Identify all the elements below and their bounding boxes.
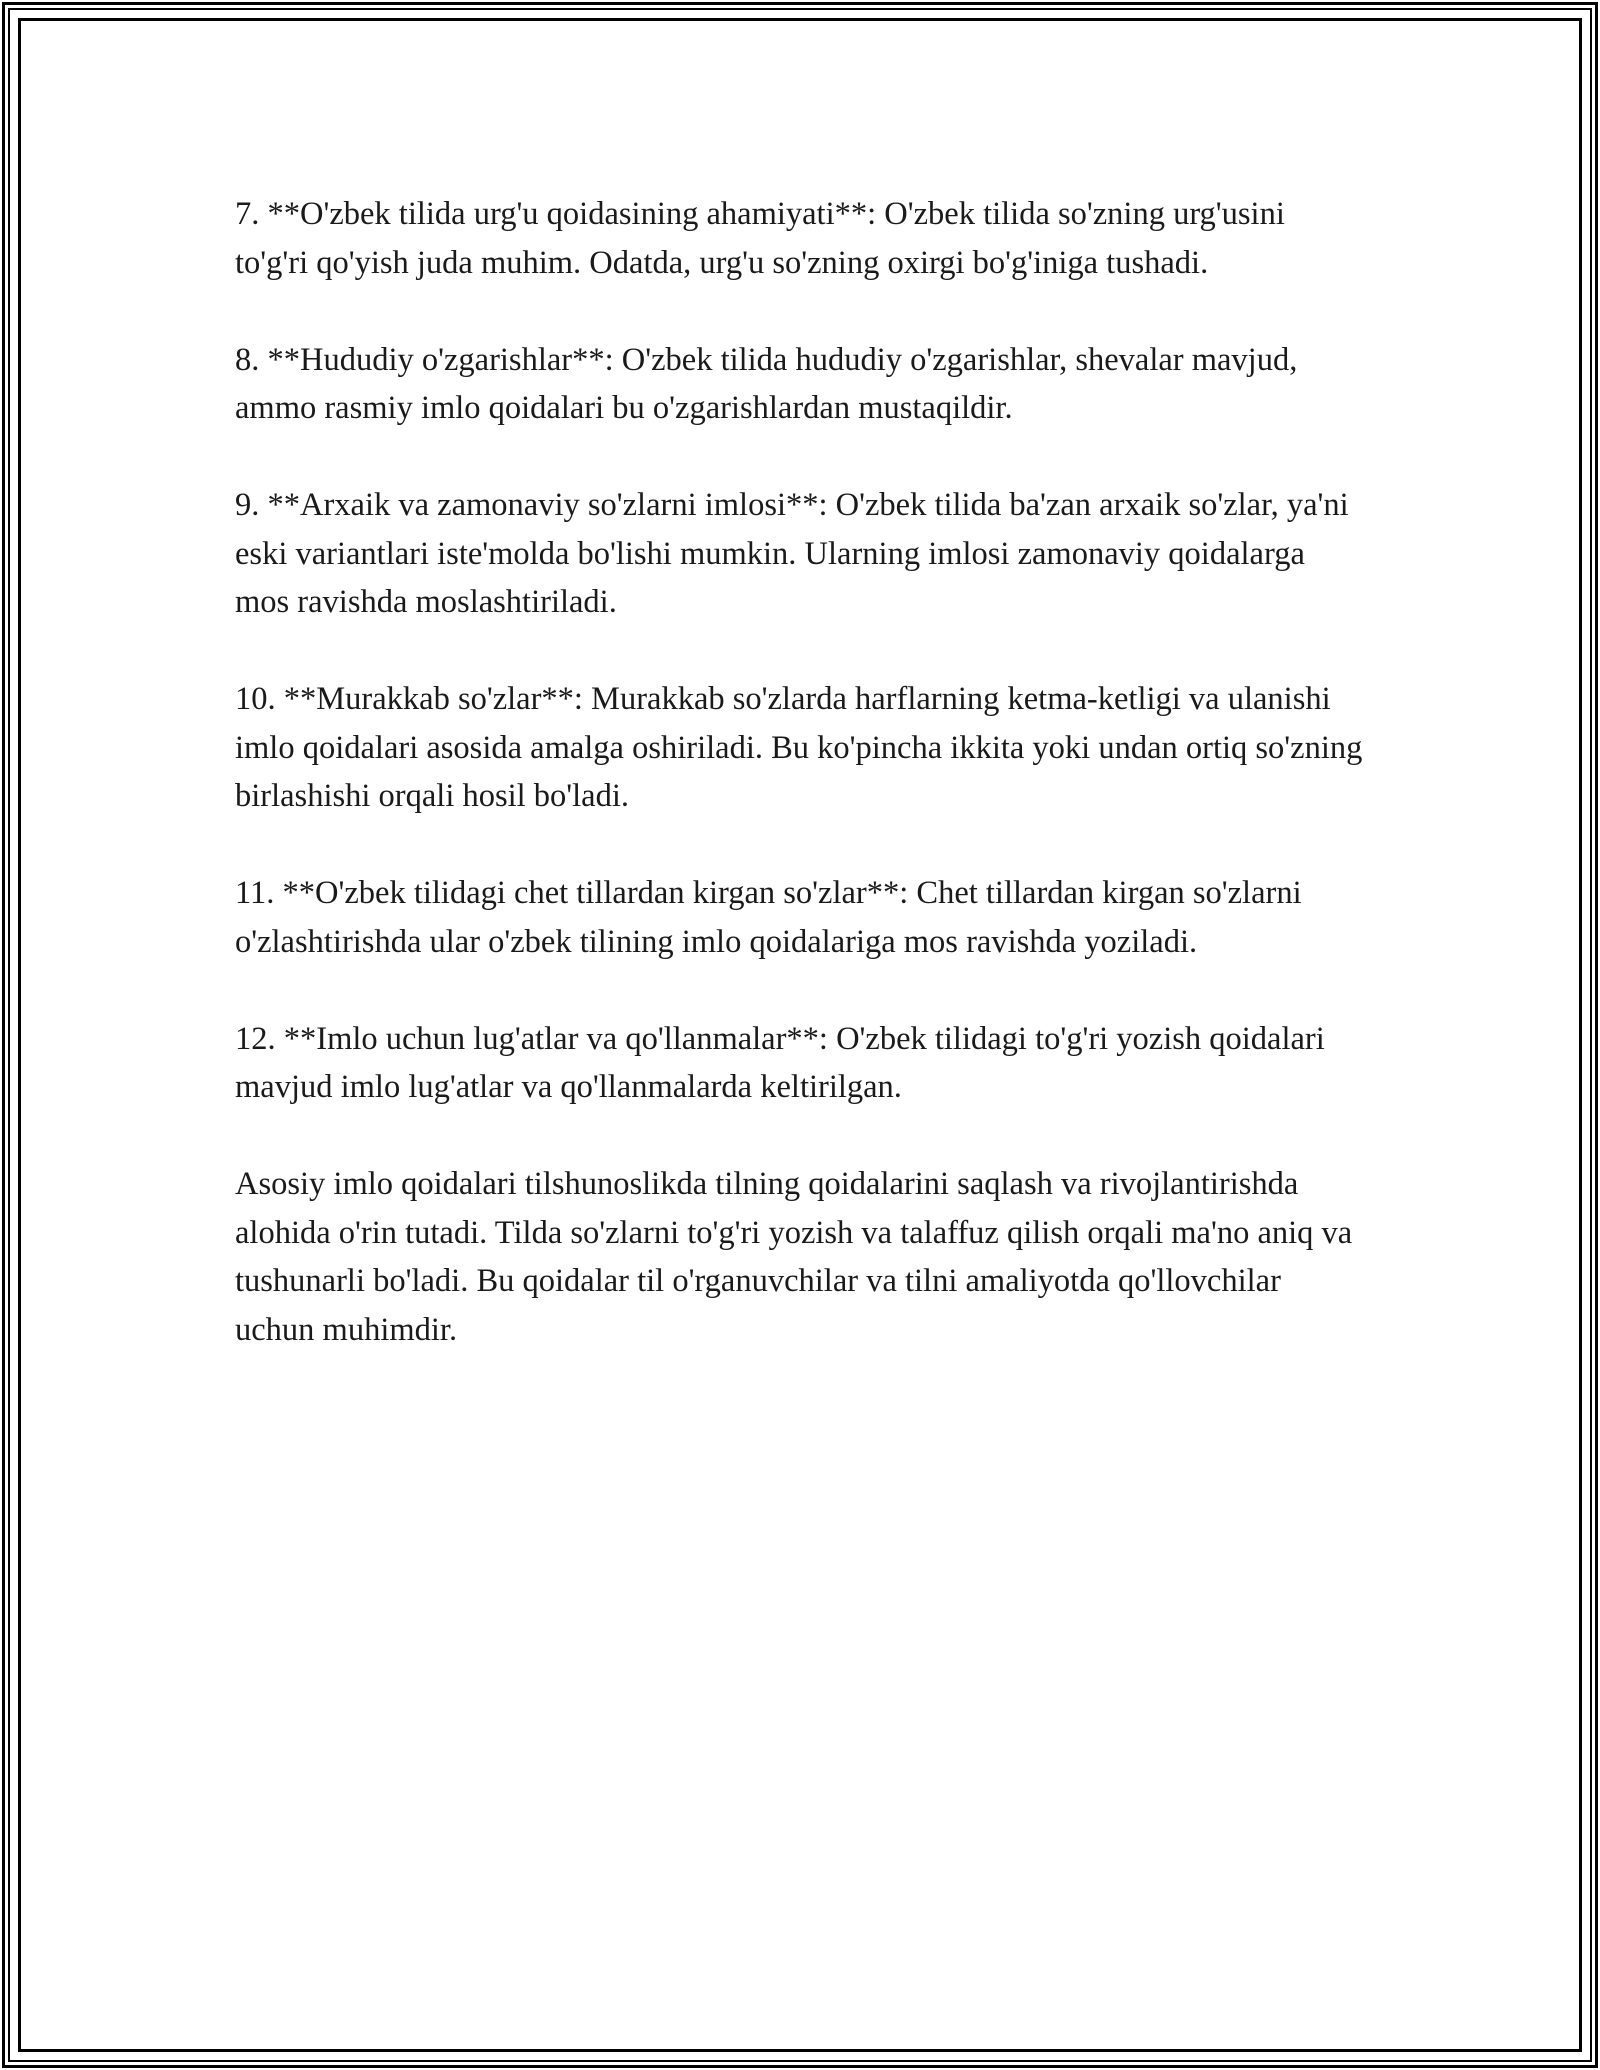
conclusion-paragraph: Asosiy imlo qoidalari tilshunoslikda tilning qoidalarini saqlash va rivojlantirishda alohida o'rin tutadi. Tilda so'zlarni to'g'ri yozish va talaffuz qilish orqali ma'no aniq va tushunarli bo'ladi. Bu qoidalar til o'rganuvchilar va tilni amaliyotda qo'llovchilar uchun muhimdir.: [235, 1166, 1353, 1348]
document-body: [235, 190, 1365, 1403]
paragraph-item-9: 9. **Arxaik va zamonaviy so'zlarni imlosi**: O'zbek tilida ba'zan arxaik so'zlar, ya'ni eski variantlari iste'molda bo'lishi mumkin. Ularning imlosi zamonaviy qoidalarga mos ravishda moslashtiriladi.: [235, 487, 1349, 620]
paragraph-item-7: 7. **O'zbek tilida urg'u qoidasining ahamiyati**: O'zbek tilida so'zning urg'usini to'g'ri qo'yish juda muhim. Odatda, urg'u so'zning oxirgi bo'g'iniga tushadi.: [235, 196, 1285, 281]
paragraph-item-10: 10. **Murakkab so'zlar**: Murakkab so'zlarda harflarning ketma-ketligi va ulanishi imlo qoidalari asosida amalga oshiriladi. Bu ko'pincha ikkita yoki undan ortiq so'zning birlashishi orqali hosil bo'ladi.: [235, 681, 1363, 814]
paragraph-item-8: 8. **Hududiy o'zgarishlar**: O'zbek tilida hududiy o'zgarishlar, shevalar mavjud, ammo rasmiy imlo qoidalari bu o'zgarishlardan mustaqildir.: [235, 341, 1298, 426]
paragraph-item-12: 12. **Imlo uchun lug'atlar va qo'llanmalar**: O'zbek tilidagi to'g'ri yozish qoidalari mavjud imlo lug'atlar va qo'llanmalarda keltirilgan.: [235, 1020, 1325, 1105]
paragraph-item-11: 11. **O'zbek tilidagi chet tillardan kirgan so'zlar**: Chet tillardan kirgan so'zlarni o'zlashtirishda ular o'zbek tilining imlo qoidalariga mos ravishda yoziladi.: [235, 875, 1302, 960]
